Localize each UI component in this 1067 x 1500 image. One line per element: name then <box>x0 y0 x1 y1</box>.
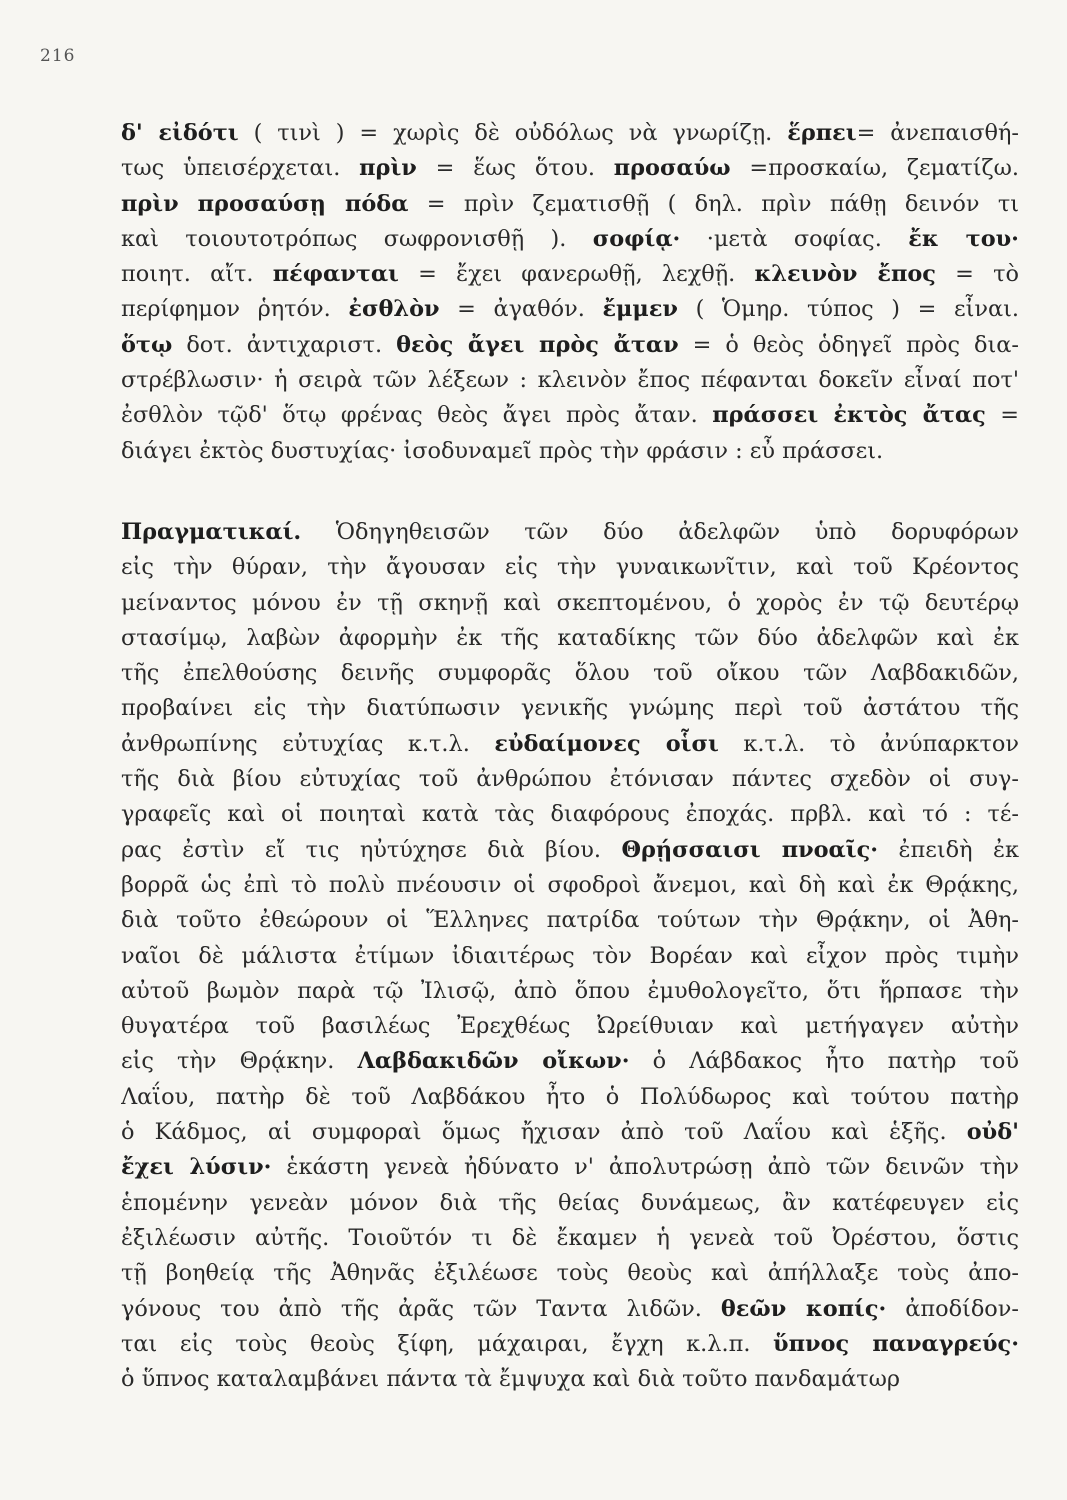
text-line <box>121 1292 1019 1327</box>
gloss-text: διάγει ἐκτὸς δυστυχίας· ἰσοδυναμεῖ πρὸς τὴν φράσιν : εὖ πράσσει. <box>121 437 884 464</box>
text-line <box>121 974 1019 1009</box>
lemma-term: πράσσει ἐκτὸς ἄτας <box>712 402 986 429</box>
text-line <box>121 222 1019 257</box>
lemma-term: θεῶν κοπίς· <box>720 1295 887 1322</box>
text-line <box>121 586 1019 621</box>
gloss-text: ται εἰς τοὺς θεοὺς ξίφη, μάχαιραι, ἔγχη κ.λ.π. <box>121 1330 774 1357</box>
text-line <box>121 187 1019 222</box>
gloss-text: = ἔχει φανερωθῇ, λεχθῇ. <box>398 261 755 288</box>
text-line <box>121 1186 1019 1221</box>
lemma-term: πέφανται <box>272 261 399 288</box>
gloss-text: καὶ τοιουτοτρόπως σωφρονισθῇ ). <box>121 225 593 252</box>
gloss-text: προβαίνει εἰς τὴν διατύπωσιν γενικῆς γνώμης περὶ τοῦ ἀστάτου τῆς <box>121 695 1019 722</box>
gloss-text: τῆς ἐπελθούσης δεινῆς συμφορᾶς ὅλου τοῦ οἴκου τῶν Λαβδακιδῶν, <box>121 660 1019 687</box>
text-line <box>121 151 1019 186</box>
gloss-text: ποιητ. αἴτ. <box>121 261 273 288</box>
gloss-text: τως ὑπεισέρχεται. <box>121 155 360 182</box>
gloss-text: ρας ἐστὶν εἴ τις ηὐτύχησε διὰ βίου. <box>121 836 622 863</box>
gloss-text: = τὸ <box>935 261 1019 288</box>
text-line <box>121 398 1019 433</box>
text-line <box>121 328 1019 363</box>
text-line <box>121 1327 1019 1362</box>
lemma-term: ἔμμεν <box>602 296 678 323</box>
gloss-text: = πρὶν ζεματισθῇ ( δηλ. πρὶν πάθῃ δεινόν τι <box>408 190 1019 217</box>
gloss-text: βορρᾶ ὡς ἐπὶ τὸ πολὺ πνέουσιν οἱ σφοδροὶ ἄνεμοι, καὶ δὴ καὶ ἐκ Θρᾴκης, <box>121 871 1019 898</box>
gloss-text: =προσκαίω, ζεματίζω. <box>730 155 1019 182</box>
lemma-term: προσαύω <box>613 155 731 182</box>
gloss-text: στασίμῳ, λαβὼν ἀφορμὴν ἐκ τῆς καταδίκης τῶν δύο ἀδελφῶν καὶ ἐκ <box>121 624 1019 651</box>
lemma-term: οὐδ' <box>966 1119 1019 1146</box>
gloss-text: τῇ βοηθείᾳ τῆς Ἀθηνᾶς ἐξιλέωσε τοὺς θεοὺς καὶ ἀπήλλαξε τοὺς ἀπο- <box>121 1260 1019 1287</box>
text-line <box>121 656 1019 691</box>
lemma-term: Θρῄσσαισι πνοαῖς· <box>621 836 879 863</box>
text-line <box>121 1009 1019 1044</box>
text-line <box>121 1044 1019 1079</box>
text-line <box>121 257 1019 292</box>
gloss-text: = ἀνεπαισθή- <box>856 120 1019 146</box>
lemma-term: Λαβδακιδῶν οἴκων· <box>357 1048 630 1075</box>
gloss-text: ( τινὶ ) = χωρὶς δὲ οὐδόλως νὰ γνωρίζῃ. <box>238 120 788 146</box>
text-line <box>121 939 1019 974</box>
gloss-text: στρέβλωσιν· ἡ σειρὰ τῶν λέξεων : κλεινὸν ἔπος πέφανται δοκεῖν εἶναί ποτ' <box>121 367 1019 394</box>
commentary-paragraph-2 <box>121 515 1019 1397</box>
text-line <box>121 903 1019 938</box>
gloss-text: ἀποδίδον- <box>886 1295 1019 1322</box>
text-line <box>121 727 1019 762</box>
text-line <box>121 1150 1019 1185</box>
gloss-text: = ἕως ὅτου. <box>416 155 614 182</box>
gloss-text: διὰ τοῦτο ἐθεώρουν οἱ Ἕλληνες πατρίδα τούτων τὴν Θρᾴκην, οἱ Ἀθη- <box>121 907 1019 934</box>
text-line <box>121 1362 1019 1397</box>
gloss-text: μείναντος μόνου ἐν τῇ σκηνῇ καὶ σκεπτομένου, ὁ χορὸς ἐν τῷ δευτέρῳ <box>121 589 1019 616</box>
gloss-text: περίφημον ῥητόν. <box>121 296 349 323</box>
gloss-text: ἀνθρωπίνης εὐτυχίας κ.τ.λ. <box>121 730 495 757</box>
gloss-text: θυγατέρα τοῦ βασιλέως Ἐρεχθέως Ὠρείθυιαν καὶ μετήγαγεν αὐτὴν <box>121 1013 1019 1040</box>
gloss-text: = ἀγαθόν. <box>439 296 603 323</box>
text-line <box>121 1221 1019 1256</box>
text-line <box>121 116 1019 151</box>
text-line <box>121 550 1019 585</box>
gloss-text: ὁ Κάδμος, αἱ συμφοραὶ ὅμως ἤχισαν ἀπὸ τοῦ Λαΐου καὶ ἑξῆς. <box>121 1119 967 1146</box>
text-line <box>121 515 1019 550</box>
gloss-text: Ὁδηγηθεισῶν τῶν δύο ἀδελφῶν ὑπὸ δορυφόρων <box>301 519 1019 545</box>
gloss-text: ἐπειδὴ ἐκ <box>878 836 1019 863</box>
text-line <box>121 691 1019 726</box>
gloss-text: εἰς τὴν Θρᾴκην. <box>121 1048 358 1075</box>
lemma-term: θεὸς ἄγει πρὸς ἄταν <box>396 331 679 358</box>
commentary-paragraph-1 <box>121 116 1019 469</box>
gloss-text: ἑκάστη γενεὰ ἠδύνατο ν' ἀπολυτρώσῃ ἀπὸ τῶν δεινῶν τὴν <box>271 1154 1019 1181</box>
gloss-text: τῆς διὰ βίου εὐτυχίας τοῦ ἀνθρώπου ἐτόνισαν πάντες σχεδὸν οἱ συγ- <box>121 766 1019 793</box>
lemma-term: ἔχει λύσιν· <box>121 1154 272 1181</box>
lemma-term: πρὶν προσαύσῃ πόδα <box>121 190 409 217</box>
text-line <box>121 868 1019 903</box>
text-line <box>121 1256 1019 1291</box>
gloss-text: = <box>985 402 1019 429</box>
gloss-text: γραφεῖς καὶ οἱ ποιηταὶ κατὰ τὰς διαφόρους ἐποχάς. πρβλ. καὶ τό : τέ- <box>121 801 1019 828</box>
lemma-term: εὐδαίμονες οἷσι <box>494 730 719 757</box>
text-line <box>121 434 1019 469</box>
gloss-text: ὁ ὕπνος καταλαμβάνει πάντα τὰ ἔμψυχα καὶ διὰ τοῦτο πανδαμάτωρ <box>121 1366 901 1393</box>
text-line <box>121 1080 1019 1115</box>
lemma-term: ὅτῳ <box>121 331 173 358</box>
text-line <box>121 1115 1019 1150</box>
lemma-term: δ' εἰδότι <box>121 120 239 146</box>
lemma-term: ἔκ του· <box>908 225 1019 252</box>
page-number: 216 <box>40 46 76 66</box>
gloss-text: ναῖοι δὲ μάλιστα ἐτίμων ἰδιαιτέρως τὸν Βορέαν καὶ εἶχον πρὸς τιμὴν <box>121 942 1019 969</box>
lemma-term: πρὶν <box>359 155 417 182</box>
gloss-text: ἑπομένην γενεὰν μόνον διὰ τῆς θείας δυνάμεως, ἂν κατέφευγεν εἰς <box>121 1189 1019 1216</box>
text-line <box>121 797 1019 832</box>
gloss-text: ἐσθλὸν τῷδ' ὅτῳ φρένας θεὸς ἄγει πρὸς ἄταν. <box>121 402 713 429</box>
text-line <box>121 292 1019 327</box>
gloss-text: ὁ Λάβδακος ἦτο πατὴρ τοῦ <box>629 1048 1019 1075</box>
gloss-text: δοτ. ἀντιχαριστ. <box>172 331 397 358</box>
lemma-term: κλεινὸν ἔπος <box>754 261 936 288</box>
lemma-term: σοφίᾳ· <box>592 225 681 252</box>
lemma-term: Πραγματικαί. <box>121 519 302 545</box>
lemma-term: ἐσθλὸν <box>348 296 440 323</box>
gloss-text: Λαΐου, πατὴρ δὲ τοῦ Λαβδάκου ἦτο ὁ Πολύδωρος καὶ τούτου πατὴρ <box>121 1083 1019 1110</box>
text-line <box>121 621 1019 656</box>
gloss-text: = ὁ θεὸς ὁδηγεῖ πρὸς δια- <box>678 331 1019 358</box>
gloss-text: ( Ὁμηρ. τύπος ) = εἶναι. <box>677 296 1019 323</box>
gloss-text: αὐτοῦ βωμὸν παρὰ τῷ Ἰλισῷ, ἀπὸ ὅπου ἐμυθολογεῖτο, ὅτι ἥρπασε τὴν <box>121 977 1019 1004</box>
lemma-term: ὕπνος παναγρεύς· <box>773 1330 1019 1357</box>
text-line <box>121 833 1019 868</box>
gloss-text: ·μετὰ σοφίας. <box>680 225 909 252</box>
text-line <box>121 762 1019 797</box>
text-line <box>121 363 1019 398</box>
gloss-text: εἰς τὴν θύραν, τὴν ἄγουσαν εἰς τὴν γυναικωνῖτιν, καὶ τοῦ Κρέοντος <box>121 554 1019 581</box>
gloss-text: κ.τ.λ. τὸ ἀνύπαρκτον <box>718 730 1019 757</box>
gloss-text: ἐξιλέωσιν αὐτῆς. Τοιοῦτόν τι δὲ ἔκαμεν ἡ γενεὰ τοῦ Ὀρέστου, ὅστις <box>121 1224 1019 1251</box>
gloss-text: γόνους του ἀπὸ τῆς ἀρᾶς τῶν Ταντα λιδῶν. <box>121 1295 721 1322</box>
lemma-term: ἕρπει <box>787 120 857 146</box>
